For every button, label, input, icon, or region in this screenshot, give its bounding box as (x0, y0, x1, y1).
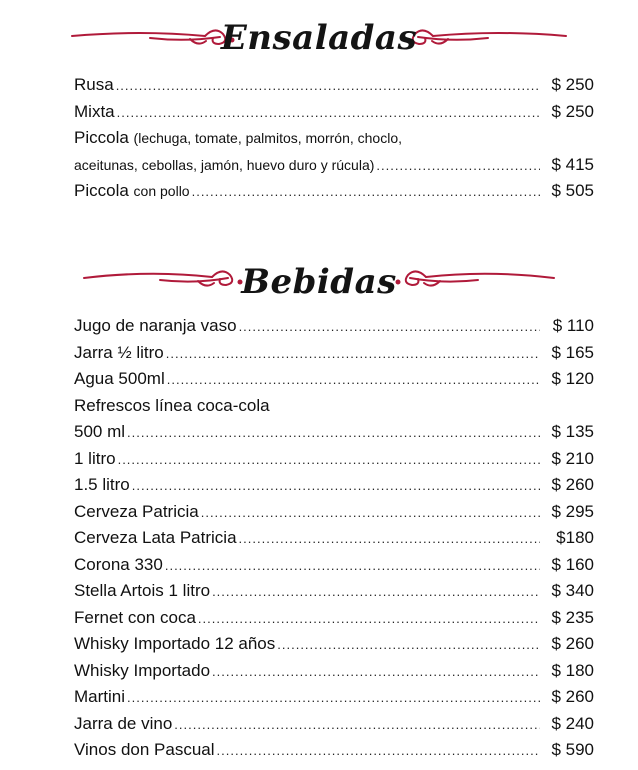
item-price: $ 240 (551, 713, 594, 733)
list-item (74, 446, 594, 473)
leader-dots (127, 685, 540, 712)
list-item (74, 578, 594, 605)
list-item (74, 552, 594, 579)
bebidas-header (0, 252, 638, 312)
item-detail: con pollo (133, 183, 190, 199)
leader-dots (277, 632, 540, 659)
item-price: $ 180 (551, 660, 594, 680)
leader-dots (118, 447, 540, 474)
list-item (74, 499, 594, 526)
leader-dots (127, 420, 540, 447)
leader-dots (132, 473, 540, 500)
list-item (74, 340, 594, 367)
bebidas-list (74, 313, 594, 764)
leader-dots (174, 712, 540, 739)
section-title-ensaladas: Ensaladas (220, 18, 418, 58)
item-name: Piccola (74, 181, 129, 200)
list-item (74, 419, 594, 446)
leader-dots (167, 367, 540, 394)
leader-dots (201, 500, 540, 527)
item-name: Fernet con coca (74, 607, 196, 627)
item-name: Piccola (74, 128, 129, 147)
item-name: 1.5 litro (74, 475, 130, 494)
item-price: $ 590 (551, 740, 594, 759)
item-price: $ 120 (551, 369, 594, 388)
item-name: Whisky Importado 12 años (74, 634, 276, 653)
item-detail: (lechuga, tomate, palmitos, morrón, choclo, (133, 130, 403, 146)
list-item (74, 737, 594, 764)
list-item (74, 393, 594, 420)
item-price: $ 110 (552, 316, 594, 335)
item-price: $ 260 (551, 687, 594, 706)
item-name: 1 litro (74, 448, 116, 468)
section-title-bebidas: Bebidas (241, 262, 397, 302)
item-name: 500 ml (74, 422, 126, 441)
list-item (74, 152, 594, 179)
list-item (74, 631, 594, 658)
item-name: Mixta (74, 101, 115, 121)
item-price: $ 340 (551, 581, 594, 600)
item-price: $ 260 (551, 634, 594, 653)
leader-dots (212, 659, 540, 686)
item-price: $180 (556, 528, 594, 547)
item-name: Cerveza Patricia (74, 501, 199, 521)
list-item (74, 684, 594, 711)
leader-dots (239, 526, 540, 553)
item-name: Martini (74, 687, 126, 706)
list-item (74, 313, 594, 340)
list-item (74, 472, 594, 499)
list-item (74, 72, 594, 99)
leader-dots (192, 179, 540, 206)
item-name: Jugo de naranja vaso (74, 316, 237, 335)
item-price: $ 505 (551, 181, 594, 200)
leader-dots (116, 73, 540, 100)
item-name-with-detail (74, 178, 190, 205)
leader-dots (212, 579, 540, 606)
item-name: Jarra de vino (74, 713, 173, 733)
item-name: Corona 330 (74, 554, 163, 574)
item-price: $ 260 (551, 475, 594, 494)
list-item (74, 658, 594, 685)
ensaladas-header (0, 12, 638, 72)
item-price: $ 250 (551, 75, 594, 94)
item-name: Whisky Importado (74, 660, 211, 680)
item-price: $ 210 (551, 448, 594, 468)
leader-dots (217, 738, 540, 765)
list-item (74, 711, 594, 738)
list-item (74, 178, 594, 205)
leader-dots (376, 153, 540, 180)
leader-dots (117, 100, 540, 127)
item-name: Agua 500ml (74, 369, 165, 388)
item-name: Rusa (74, 75, 114, 94)
item-price: $ 250 (551, 101, 594, 121)
item-price: $ 295 (551, 501, 594, 521)
list-item (74, 125, 594, 152)
item-name: Vinos don Pascual (74, 740, 215, 759)
item-price: $ 135 (551, 422, 594, 441)
item-name-with-detail (74, 152, 374, 179)
list-item (74, 366, 594, 393)
item-price: $ 415 (551, 154, 594, 174)
item-name: Refrescos línea coca-cola (74, 395, 270, 415)
leader-dots (165, 553, 540, 580)
item-detail: aceitunas, cebollas, jamón, huevo duro y rúcula) (74, 156, 375, 173)
item-name: Cerveza Lata Patricia (74, 528, 237, 547)
leader-dots (198, 606, 540, 633)
item-price: $ 160 (551, 554, 594, 574)
ensaladas-list (74, 72, 594, 205)
leader-dots (239, 314, 540, 341)
list-item (74, 525, 594, 552)
leader-dots (166, 341, 540, 368)
item-price: $ 235 (551, 607, 594, 627)
item-name: Jarra ½ litro (74, 342, 164, 362)
item-name: Stella Artois 1 litro (74, 581, 211, 600)
item-price: $ 165 (551, 342, 594, 362)
item-name-with-detail (74, 125, 402, 152)
list-item (74, 99, 594, 126)
list-item (74, 605, 594, 632)
